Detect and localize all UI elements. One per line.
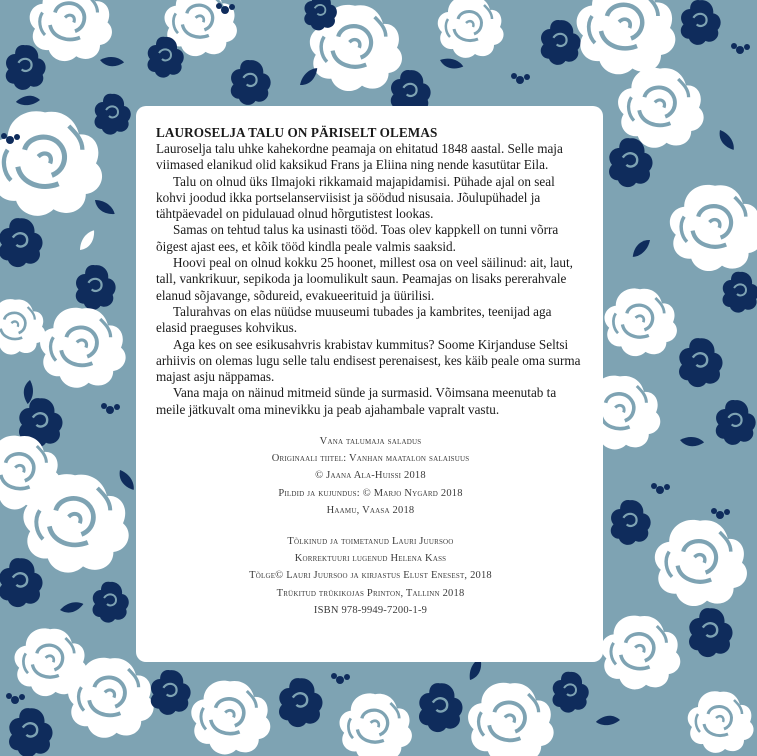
credit-line: Tõlge© Lauri Juursoo ja kirjastus Elust Enesest, 2018 <box>249 570 492 582</box>
page-heading: LAUROSELJA TALU ON PÄRISELT OLEMAS <box>156 125 438 140</box>
credit-line: Korrektuuri lugenud Helena Kass <box>294 553 447 565</box>
paragraph: Lauroselja talu uhke kahekordne peamaja on ehitatud 1848 aastal. Selle maja viimased elanikud olid kaksikud Frans ja Eliina ning nende kasutütar Eila. <box>156 141 563 173</box>
isbn: ISBN 978-9949-7200-1-9 <box>313 604 428 616</box>
paragraph: Aga kes on see esikusahvris krabistav kummitus? Soome Kirjanduse Seltsi arhiivis on olemas lugu selle talu endisest perenaisest, kes käib peale oma surma majast asju näppamas. <box>156 336 581 385</box>
credit-line: Originaali tiitel: Vanhan maatalon salaisuus <box>271 453 470 465</box>
paragraph: Talu on olnud üks Ilmajoki rikkamaid majapidamisi. Pühade ajal on seal kohvi joodud ikka portselanserviisist ja söödud nisusaia. Jõulupühadel ja tähtpäevadel on pidulauad olnud hõrgutistest lookas. <box>156 173 555 222</box>
paragraph: Samas on tehtud talus ka usinasti tööd. Toas olev kappkell on tunni võrra õigest ajast ees, et kõik tööd kindla peale valmis saaksid. <box>156 222 559 254</box>
translation-credits <box>156 533 585 619</box>
credit-line: Trükitud trükikojas Printon, Tallinn 2018 <box>276 587 465 599</box>
credit-line: Vana talumaja saladus <box>319 436 422 448</box>
credit-line: Haamu, Vaasa 2018 <box>326 504 415 516</box>
paragraph: Vana maja on näinud mitmeid sünde ja surmasid. Võimsana meenutab ta meile jätkuvalt oma minevikku ja peab ajahambale vapralt vastu. <box>156 385 557 417</box>
credit-line: Tõlkinud ja toimetanud Lauri Juursoo <box>287 536 454 548</box>
credit-line: © Jaana Ala-Huissi 2018 <box>315 470 426 482</box>
paragraph: Talurahvas on elas nüüdse muuseumi tubades ja kambrites, teenijad aga elasid praeguses kohvikus. <box>156 303 552 336</box>
paragraph: Hoovi peal on olnud kokku 25 hoonet, millest osa on veel säilinud: ait, laut, tall, vankrikuur, sepikoda ja loomulikult saun. Peamajas on lisaks pererahvale elanud sõjavange, sõdureid, evakueerituid ja üürilisi. <box>156 255 573 303</box>
book-credits <box>156 433 585 519</box>
text-panel <box>136 106 603 662</box>
credit-line: Pildid ja kujundus: © Marjo Nygård 2018 <box>278 487 463 499</box>
